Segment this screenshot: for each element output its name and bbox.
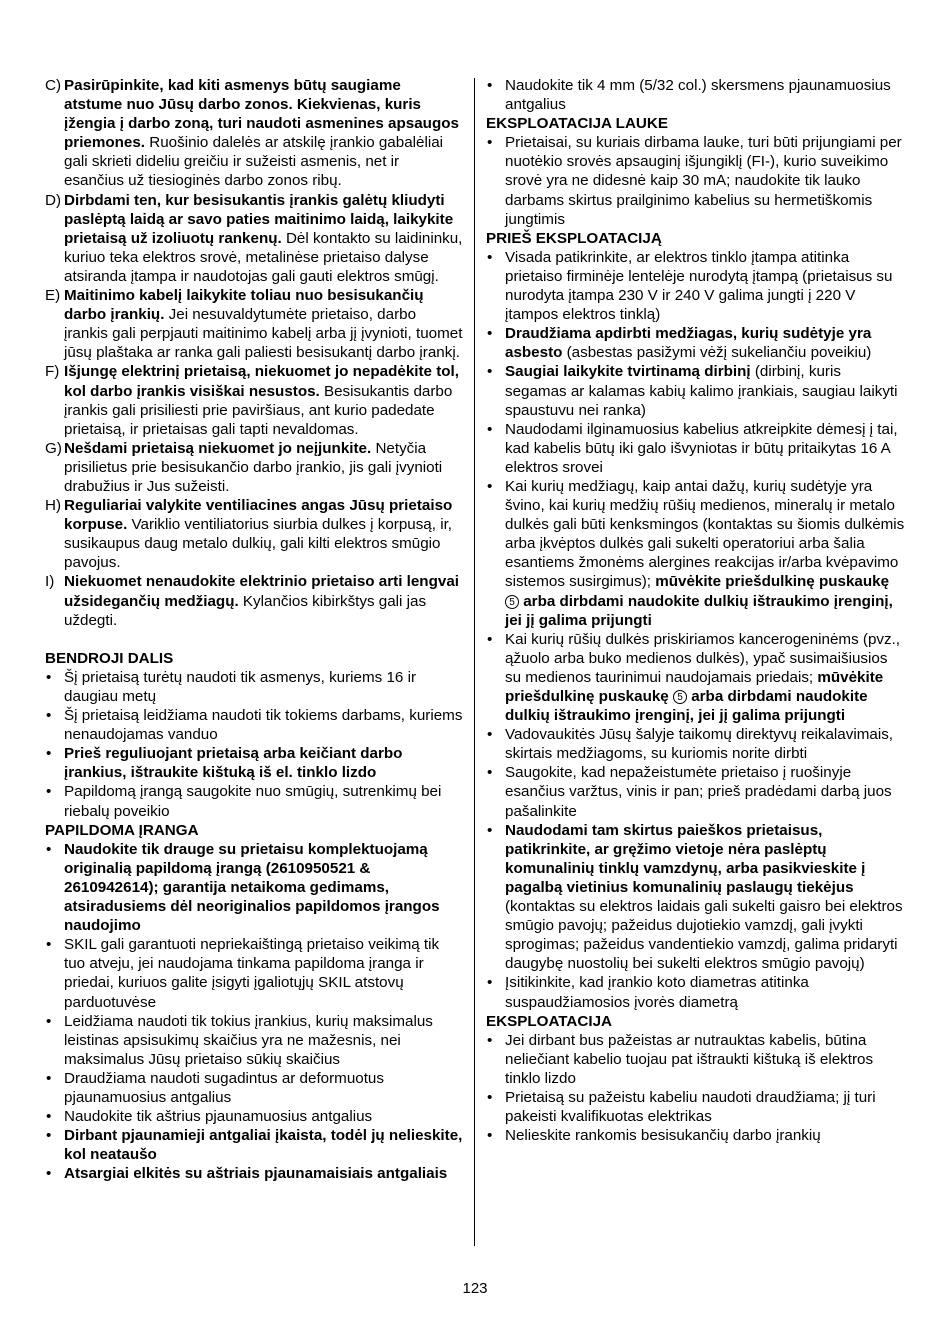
section-heading-accessories: PAPILDOMA ĮRANGA [45,821,199,839]
list-item: • Visada patikrinkite, ar elektros tinklo įtampa atitinka prietaiso firminėje lentelėje nurodytą įtampą (prietaisus su nurodyta įtampa 230 V ir 240 V galima jungti į 220 V įtampos elektros tinklą) [487,248,893,324]
list-item: • Kai kurių rūšių dulkės priskiriamos kancerogeninėms (pvz., ąžuolo arba buko medienos dulkės), ypač susimaišiusios su medienos taurinimui naudojamais priedais; mūvėkite priešdulkinę puskaukę 5 arba dirbdami naudokite dulkių ištraukimo įrenginį, jei jį galima prijungti [487,630,901,725]
safety-item-d: D) Dirbdami ten, kur besisukantis įrankis galėtų kliudyti paslėptą laidą ar savo paties maitinimo laidą, laikykite prietaisą už izoliuotų rankenų. Dėl kontakto su laidininku, kuriuo teka elektros srovė, metalinėse prietaiso dalyse atsiranda įtampa ir naudotojas gali gauti elektros smūgį. [45,191,463,285]
list-item: • Nelieskite rankomis besisukančių darbo įrankių [487,1127,821,1145]
safety-item-e: E) Maitinimo kabelį laikykite toliau nuo besisukančių darbo įrankių. Jei nesuvaldytumėte prietaiso, darbo įrankis gali perpjauti maitinimo kabelį arba jį įvynioti, tuomet jūsų plaštaka ar ranka gali paliesti besisukantį darbo įrankį. [45,287,463,362]
page-number: 123 [462,1280,488,1297]
list-item: • SKIL gali garantuoti nepriekaištingą prietaiso veikimą tik tuo atveju, jei naudojama tinkama papildoma įranga ir priedai, kuriuos galite įsigyti įgaliotųjų SKIL atstovų parduotuvėse [46,936,440,1011]
list-item: • Naudodami ilginamuosius kabelius atkreipkite dėmesį į tai, kad kabelis būtų iki galo išvyniotas ir būtų pritaikytas 16 A elektros srovei [487,420,898,476]
list-item: • Naudodami tam skirtus paieškos prietaisus, patikrinkite, ar gręžimo vietoje nėra paslėptų komunalinių tinklų vamzdynų, arba pasikvieskite į pagalbą vietinius komunalinių paslaugų tiekėjus (kontaktas su elektros laidais gali sukelti gaisro bei elektros smūgio pavojų; pažeidus dujotiekio vamzdį, gali įvykti sprogimas; pažeidus vandentiekio vamzdį, galima pridaryti daugybę nuostolių bei sukelti elektros smūgio pavojų) [487,821,903,973]
reference-number-icon: 5 [673,690,687,704]
list-item: • Šį prietaisą leidžiama naudoti tik tokiems darbams, kuriems nenaudojamas vanduo [46,707,463,744]
reference-number-icon: 5 [505,595,519,609]
right-column [486,76,906,1145]
safety-item-h: H) Reguliariai valykite ventiliacines angas Jūsų prietaiso korpuse. Variklio ventiliatorius siurbia dulkes į korpusą, ir, susikaupus daug metalo dulkių, gali kilti elektros smūgio pavojus. [45,497,453,572]
list-item: • Papildomą įrangą saugokite nuo smūgių, sutrenkimų bei riebalų poveikio [46,783,442,820]
list-item: • Draudžiama apdirbti medžiagas, kurių sudėtyje yra asbesto (asbestas pasižymi vėžį sukeliančiu poveikiu) [487,325,872,362]
list-item: • Atsargiai elkitės su aštriais pjaunamaisiais antgaliais [46,1165,448,1183]
list-item: • Prieš reguliuojant prietaisą arba keičiant darbo įrankius, ištraukite kištuką iš el. tinklo lizdo [46,745,403,782]
list-item: • Naudokite tik 4 mm (5/32 col.) skersmens pjaunamuosius antgalius [487,77,891,114]
list-item: • Dirbant pjaunamieji antgaliai įkaista, todėl jų nelieskite, kol neataušo [46,1127,463,1164]
section-heading-before-use: PRIEŠ EKSPLOATACIJĄ [486,229,662,247]
left-column [45,76,463,1183]
list-item: • Įsitikinkite, kad įrankio koto diametras atitinka suspaudžiamosios įvorės diametrą [487,974,809,1011]
list-item: • Naudokite tik drauge su prietaisu komplektuojamą originalią papildomą įrangą (2610950521 & 2610942614); garantija netaikoma gedimams, atsiradusiems dėl neoriginalios papildomos įrangos naudojimo [46,840,440,935]
section-heading-outdoor: EKSPLOATACIJA LAUKE [486,115,668,133]
column-divider [474,78,475,1246]
list-item: • Prietaisą su pažeistu kabeliu naudoti draudžiama; jį turi pakeisti kvalifikuotas elektrikas [487,1088,876,1126]
safety-item-c: C) Pasirūpinkite, kad kiti asmenys būtų saugiame atstume nuo Jūsų darbo zonos. Kiekvienas, kuris įžengia į darbo zoną, turi naudoti asmenines apsaugos priemones. Ruošinio dalelės ar atskilę įrankio gabalėliai gali skrieti dideliu greičiu ir sužeisti asmenis, net ir esančius už tiesioginės darbo zonos ribų. [45,77,459,190]
list-item: • Kai kurių medžiagų, kaip antai dažų, kurių sudėtyje yra švino, kai kurių medžių rūšių medienos, mineralų ir metalo dulkės gali būti kenksmingos (kontaktas su šiomis dulkėmis arba įkvėptos dulkės gali sukelti operatoriui arba šalia esantiems žmonėms alergines reakcijas ir/arba kvėpavimo sistemos susirgimus); mūvėkite priešdulkinę puskaukę 5 arba dirbdami naudokite dulkių ištraukimo įrenginį, jei jį galima prijungti [487,477,905,629]
list-item: • Draudžiama naudoti sugadintus ar deformuotus pjaunamuosius antgalius [46,1069,384,1106]
list-item: • Vadovaukitės Jūsų šalyje taikomų direktyvų reikalavimais, skirtais medžiagoms, su kuriomis norite dirbti [487,726,894,763]
safety-item-i: I) Niekuomet nenaudokite elektrinio prietaiso arti lengvai užsidegančių medžiagų. Kylančios kibirkštys gali jas uždegti. [45,573,459,629]
safety-item-f: F) Išjungę elektrinį prietaisą, niekuomet jo nepadėkite tol, kol darbo įrankis visiškai nesustos. Besisukantis darbo įrankis gali prisiliesti prie paviršiaus, ant kurio padedate prietaisą, ir prietaisas gali tapti nevaldomas. [45,363,459,438]
list-item: • Šį prietaisą turėtų naudoti tik asmenys, kuriems 16 ir daugiau metų [46,668,416,705]
list-item: • Saugiai laikykite tvirtinamą dirbinį (dirbinį, kuris segamas ar kalamas kabių kalimo įrankiais, saugiau laikyti spaustuvu nei ranka) [487,363,898,419]
list-item: • Leidžiama naudoti tik tokius įrankius, kurių maksimalus leistinas apsisukimų skaičius yra ne mažesnis, nei maksimalus Jūsų prietaiso sūkių skaičius [46,1012,433,1068]
safety-item-g: G) Nešdami prietaisą niekuomet jo neįjunkite. Netyčia prisilietus prie besisukančio darbo įrankio, jis gali įvynioti drabužius ir Jus sužeisti. [45,439,443,495]
list-item: • Naudokite tik aštrius pjaunamuosius antgalius [46,1108,373,1126]
list-item: • Prietaisai, su kuriais dirbama lauke, turi būti prijungiami per nuotėkio srovės apsauginį išjungiklį (FI-), kurio suveikimo srovė yra ne didesnė kaip 30 mA; naudokite tik lauko darbams skirtus prailginimo kabelius su hermetiškomis jungtimis [487,134,902,228]
list-item: • Saugokite, kad nepažeistumėte prietaiso į ruošinyje esančius varžtus, vinis ir pan; prieš pradėdami darbą juos pašalinkite [487,764,892,820]
list-item: • Jei dirbant bus pažeistas ar nutrauktas kabelis, būtina neliečiant kabelio tuojau pat ištraukti kištuką iš elektros tinklo lizdo [487,1031,874,1087]
section-heading-general: BENDROJI DALIS [45,649,174,667]
section-heading-operation: EKSPLOATACIJA [486,1012,613,1030]
